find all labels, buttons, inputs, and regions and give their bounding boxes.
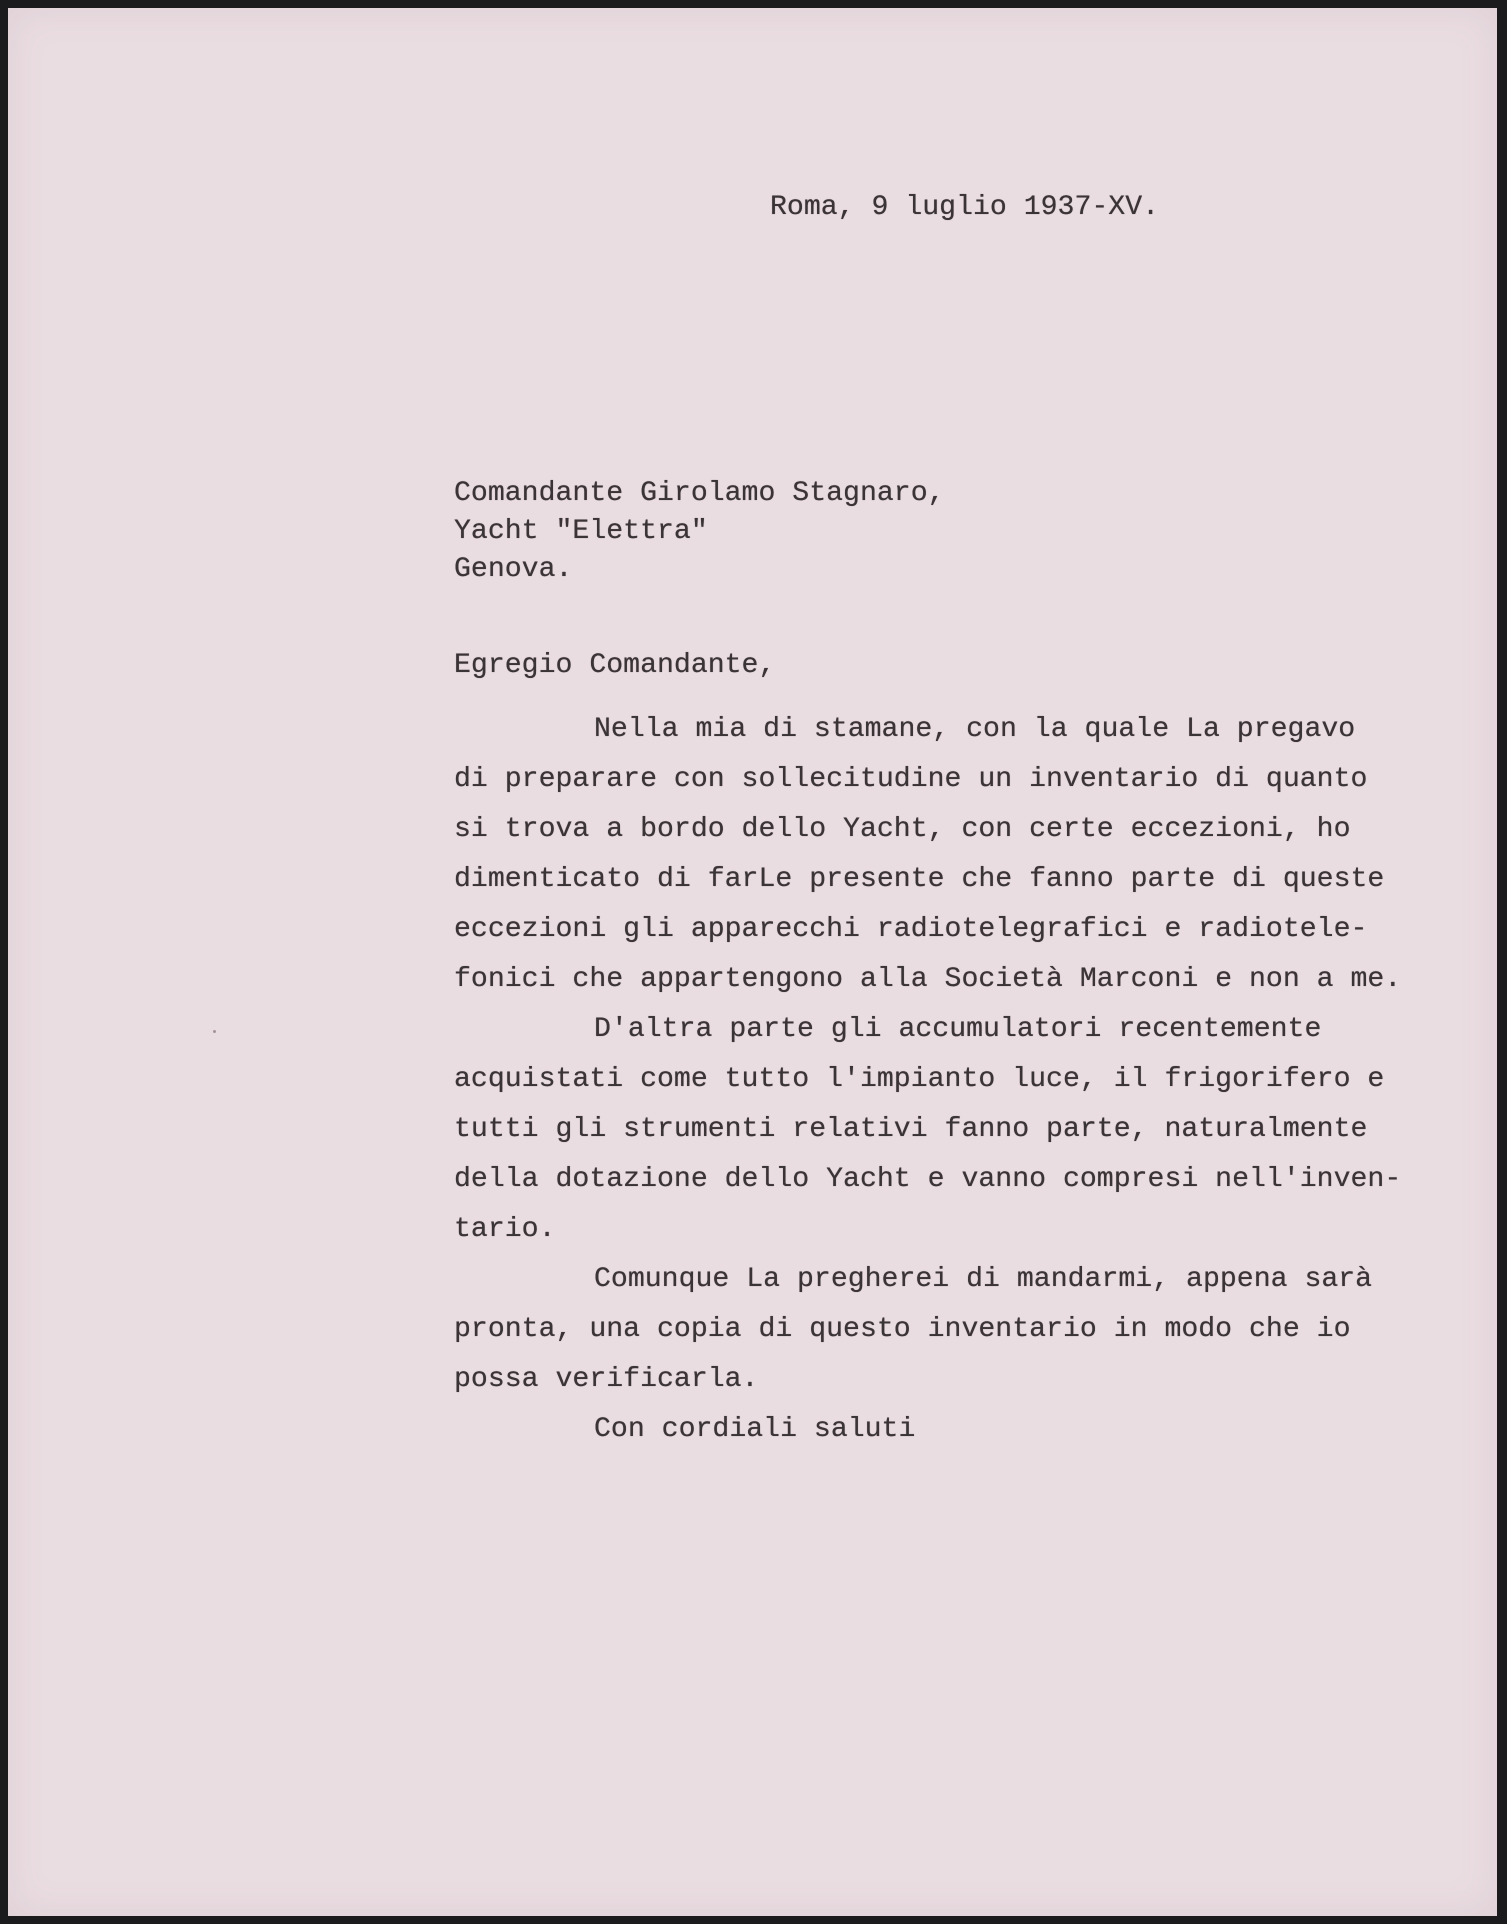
body-line: si trova a bordo dello Yacht, con certe eccezioni, ho	[454, 814, 1351, 845]
body-line: Nella mia di stamane, con la quale La pregavo	[594, 714, 1356, 745]
recipient-name: Comandante Girolamo Stagnaro,	[454, 478, 945, 509]
watermark-show-through	[338, 1418, 522, 1613]
recipient-vessel: Yacht "Elettra"	[454, 516, 708, 547]
closing: Con cordiali saluti	[594, 1414, 916, 1445]
body-line: pronta, una copia di questo inventario in modo che io	[454, 1314, 1351, 1345]
body-line: eccezioni gli apparecchi radiotelegrafici e radiotele-	[454, 914, 1368, 945]
letter-sheet	[8, 8, 1497, 1916]
body-line: acquistati come tutto l'impianto luce, il frigorifero e	[454, 1064, 1385, 1095]
body-line: D'altra parte gli accumulatori recentemente	[594, 1014, 1322, 1045]
body-line: dimenticato di farLe presente che fanno parte di queste	[454, 864, 1385, 895]
paper-speck	[213, 1030, 216, 1033]
body-line: tario.	[454, 1214, 556, 1245]
letter-date: Roma, 9 luglio 1937-XV.	[770, 192, 1160, 223]
recipient-city: Genova.	[454, 554, 573, 585]
body-line: tutti gli strumenti relativi fanno parte, naturalmente	[454, 1114, 1368, 1145]
body-line: di preparare con sollecitudine un inventario di quanto	[454, 764, 1368, 795]
salutation: Egregio Comandante,	[454, 650, 776, 681]
body-line: Comunque La pregherei di mandarmi, appena sarà	[594, 1264, 1373, 1295]
body-line: della dotazione dello Yacht e vanno compresi nell'inven-	[454, 1164, 1402, 1195]
body-line: fonici che appartengono alla Società Marconi e non a me.	[454, 964, 1402, 995]
body-line: possa verificarla.	[454, 1364, 759, 1395]
